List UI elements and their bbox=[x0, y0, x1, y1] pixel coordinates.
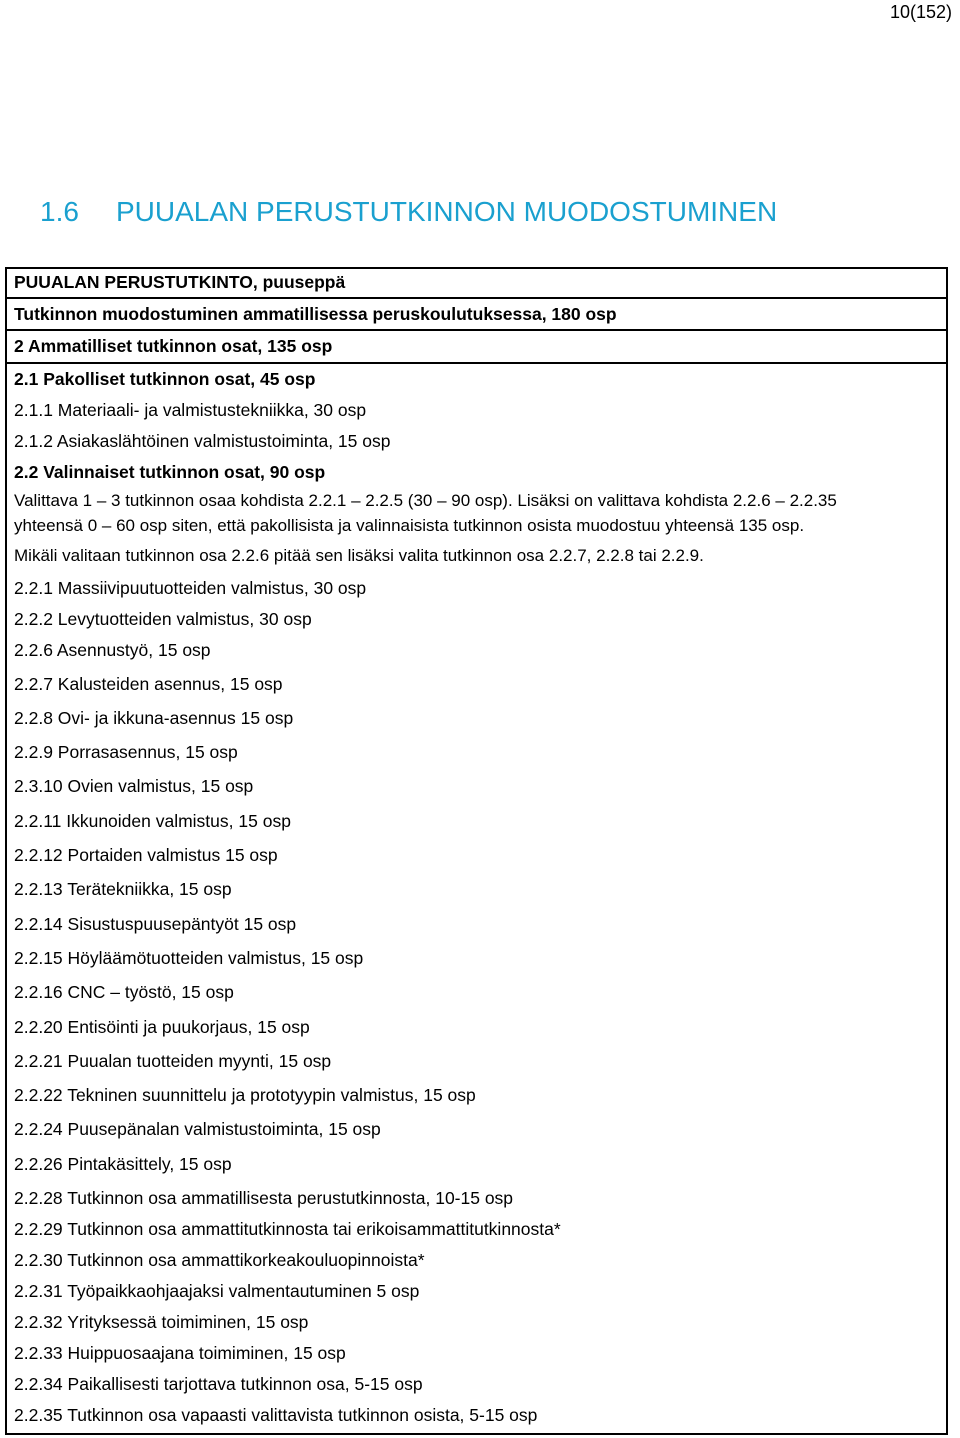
list-item: 2.2.9 Porrasasennus, 15 osp bbox=[14, 742, 238, 762]
list-item: 2.1.1 Materiaali- ja valmistustekniikka, 30 osp bbox=[14, 400, 367, 420]
mandatory-heading: 2.1 Pakolliset tutkinnon osat, 45 osp bbox=[14, 369, 316, 389]
list-item: 2.2.8 Ovi- ja ikkuna-asennus 15 osp bbox=[14, 708, 294, 728]
list-item: 2.2.13 Terätekniikka, 15 osp bbox=[14, 879, 232, 899]
list-item: 2.2.21 Puualan tuotteiden myynti, 15 osp bbox=[14, 1051, 332, 1071]
list-item: 2.2.24 Puusepänalan valmistustoiminta, 15 osp bbox=[14, 1119, 381, 1139]
list-item: 2.2.20 Entisöinti ja puukorjaus, 15 osp bbox=[14, 1017, 310, 1037]
page-number: 10(152) bbox=[889, 2, 952, 22]
table-title-row: PUUALAN PERUSTUTKINTO, puuseppä bbox=[5, 267, 948, 299]
list-item: 2.2.16 CNC – työstö, 15 osp bbox=[14, 982, 234, 1002]
list-item: 2.2.1 Massiivipuutuotteiden valmistus, 30 osp bbox=[14, 578, 367, 598]
section-heading bbox=[40, 195, 777, 229]
instruction-line: Mikäli valitaan tutkinnon osa 2.2.6 pitää sen lisäksi valita tutkinnon osa 2.2.7, 2.2.8 tai 2.2.9. bbox=[14, 546, 704, 565]
list-item: 2.2.11 Ikkunoiden valmistus, 15 osp bbox=[14, 811, 291, 831]
list-item: 2.2.30 Tutkinnon osa ammattikorkeakouluopinnoista* bbox=[14, 1250, 425, 1270]
list-item: 2.2.14 Sisustuspuusepäntyöt 15 osp bbox=[14, 914, 297, 934]
optional-heading: 2.2 Valinnaiset tutkinnon osat, 90 osp bbox=[14, 462, 326, 482]
list-item: 2.2.33 Huippuosaajana toimiminen, 15 osp bbox=[14, 1343, 346, 1363]
list-item: 2.2.29 Tutkinnon osa ammattitutkinnosta tai erikoisammattitutkinnosta* bbox=[14, 1219, 561, 1239]
list-item: 2.2.22 Tekninen suunnittelu ja prototyypin valmistus, 15 osp bbox=[14, 1085, 476, 1105]
list-item: 2.2.34 Paikallisesti tarjottava tutkinnon osa, 5-15 osp bbox=[14, 1374, 423, 1394]
list-item: 2.2.2 Levytuotteiden valmistus, 30 osp bbox=[14, 609, 312, 629]
table-vocational-row: 2 Ammatilliset tutkinnon osat, 135 osp bbox=[5, 331, 948, 364]
instruction-line: yhteensä 0 – 60 osp siten, että pakollisista ja valinnaisista tutkinnon osista muodostuu yhteensä 135 osp. bbox=[14, 516, 805, 535]
list-item: 2.2.31 Työpaikkaohjaajaksi valmentautuminen 5 osp bbox=[14, 1281, 420, 1301]
instruction-line: Valittava 1 – 3 tutkinnon osaa kohdista 2.2.1 – 2.2.5 (30 – 90 osp). Lisäksi on valittava kohdista 2.2.6 – 2.2.35 bbox=[14, 491, 837, 510]
list-item: 2.2.6 Asennustyö, 15 osp bbox=[14, 640, 211, 660]
section-title: PUUALAN PERUSTUTKINNON MUODOSTUMINEN bbox=[116, 196, 778, 227]
list-item: 2.2.15 Höyläämötuotteiden valmistus, 15 osp bbox=[14, 948, 364, 968]
list-item: 2.3.10 Ovien valmistus, 15 osp bbox=[14, 776, 254, 796]
table-composition-row: Tutkinnon muodostuminen ammatillisessa peruskoulutuksessa, 180 osp bbox=[5, 299, 948, 331]
list-item: 2.2.12 Portaiden valmistus 15 osp bbox=[14, 845, 278, 865]
list-item: 2.2.32 Yrityksessä toimiminen, 15 osp bbox=[14, 1312, 309, 1332]
list-item: 2.2.35 Tutkinnon osa vapaasti valittavista tutkinnon osista, 5-15 osp bbox=[14, 1405, 538, 1425]
list-item: 2.2.26 Pintakäsittely, 15 osp bbox=[14, 1154, 232, 1174]
section-number: 1.6 bbox=[40, 196, 79, 227]
list-item: 2.1.2 Asiakaslähtöinen valmistustoiminta, 15 osp bbox=[14, 431, 391, 451]
list-item: 2.2.28 Tutkinnon osa ammatillisesta perustutkinnosta, 10-15 osp bbox=[14, 1188, 514, 1208]
list-item: 2.2.7 Kalusteiden asennus, 15 osp bbox=[14, 674, 283, 694]
